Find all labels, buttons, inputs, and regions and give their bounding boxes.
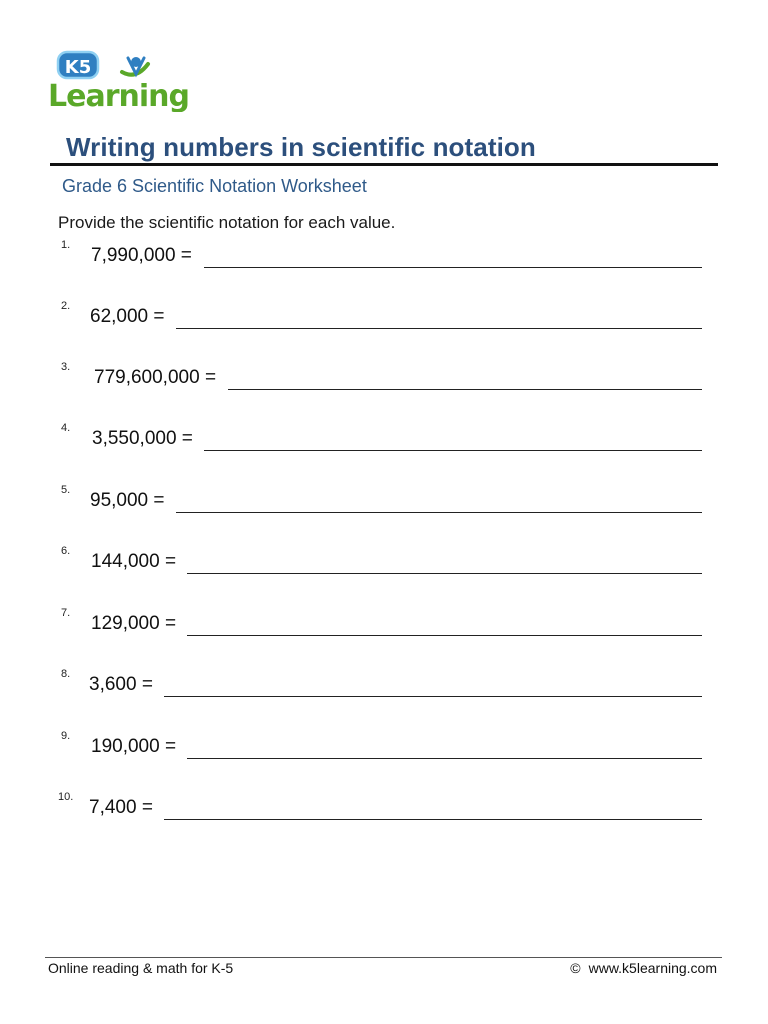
answer-line[interactable]	[176, 512, 702, 513]
problem-item	[0, 361, 768, 395]
problem-item	[0, 668, 768, 702]
footer-url[interactable]: www.k5learning.com	[588, 960, 717, 976]
problem-number: 6.	[61, 545, 71, 557]
svg-text:K5: K5	[64, 57, 92, 78]
footer-tagline: Online reading & math for K-5	[48, 960, 234, 976]
answer-line[interactable]	[187, 758, 702, 759]
worksheet-subtitle: Grade 6 Scientific Notation Worksheet	[62, 176, 367, 196]
instructions: Provide the scientific notation for each value.	[58, 213, 396, 232]
problem-expression: 62,000 =	[90, 306, 165, 327]
problem-expression: 95,000 =	[90, 490, 165, 511]
problem-number: 3.	[61, 361, 71, 373]
problem-item	[0, 484, 768, 518]
problem-number: 1.	[61, 239, 71, 251]
problem-item	[0, 545, 768, 579]
problem-item	[0, 422, 768, 456]
answer-line[interactable]	[204, 267, 702, 268]
problem-number: 9.	[61, 730, 71, 742]
title-divider	[50, 163, 718, 166]
answer-line[interactable]	[228, 389, 702, 390]
copyright-icon: ©	[570, 960, 581, 976]
problem-item	[0, 791, 768, 825]
svg-text:Learning: Learning	[48, 79, 188, 112]
logo-graphic	[48, 50, 188, 112]
footer-site	[570, 960, 717, 976]
problem-expression: 7,400 =	[89, 797, 153, 818]
answer-line[interactable]	[187, 635, 702, 636]
k5-learning-logo	[48, 50, 188, 112]
answer-line[interactable]	[187, 573, 702, 574]
problem-number: 2.	[61, 300, 71, 312]
problem-number: 10.	[58, 791, 74, 803]
footer-divider	[45, 957, 722, 958]
problem-number: 5.	[61, 484, 71, 496]
problem-number: 8.	[61, 668, 71, 680]
problem-expression: 190,000 =	[91, 736, 177, 757]
answer-line[interactable]	[204, 450, 702, 451]
problem-expression: 129,000 =	[91, 613, 177, 634]
logo-text	[188, 50, 189, 51]
problem-number: 4.	[61, 422, 71, 434]
problem-item	[0, 730, 768, 764]
page-title: Writing numbers in scientific notation	[66, 132, 536, 162]
problem-expression: 3,550,000 =	[92, 428, 193, 449]
problem-item	[0, 239, 768, 273]
answer-line[interactable]	[176, 328, 702, 329]
answer-line[interactable]	[164, 819, 702, 820]
answer-line[interactable]	[164, 696, 702, 697]
problem-expression: 7,990,000 =	[91, 245, 192, 266]
problem-expression: 779,600,000 =	[94, 367, 217, 388]
problem-expression: 3,600 =	[89, 674, 153, 695]
problem-item	[0, 607, 768, 641]
problem-item	[0, 300, 768, 334]
problem-expression: 144,000 =	[91, 551, 177, 572]
problem-number: 7.	[61, 607, 71, 619]
